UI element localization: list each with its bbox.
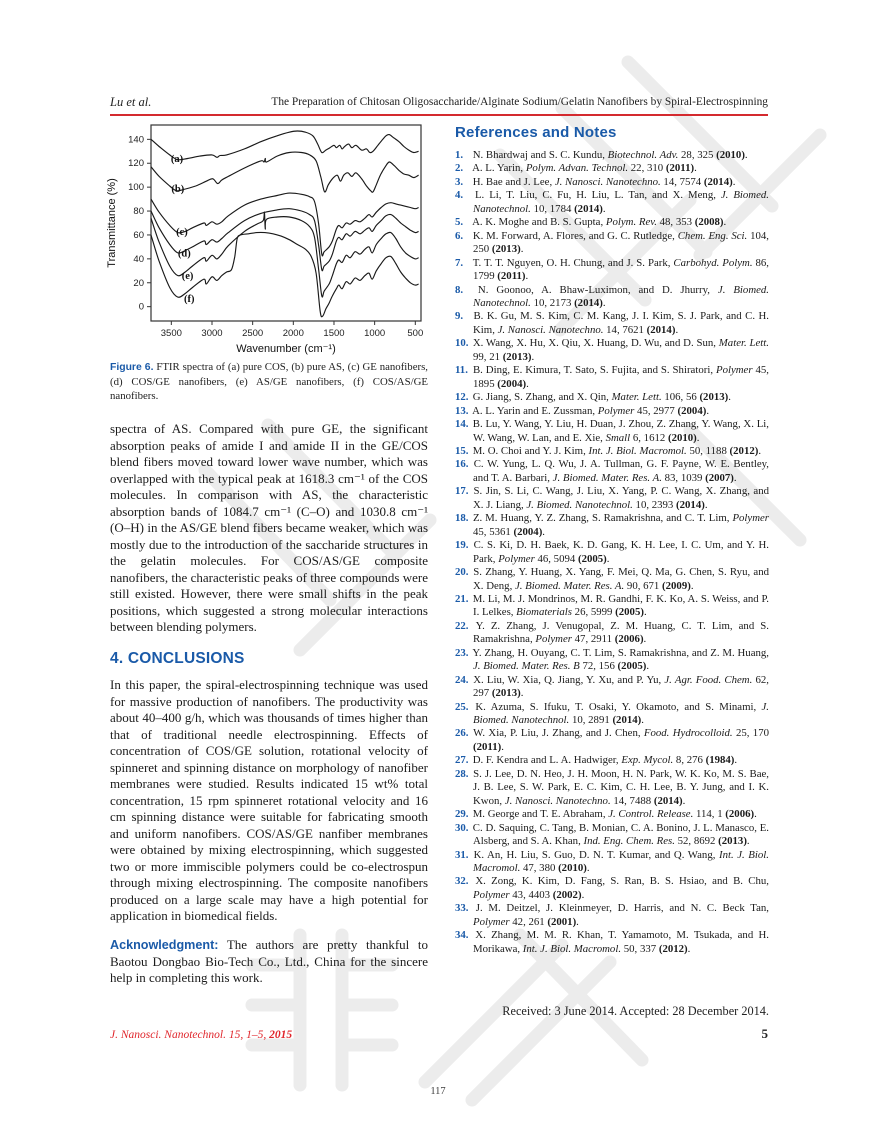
reference-item: 20. S. Zhang, Y. Huang, X. Yang, F. Mei, Q. Ma, G. Chen, S. Ryu, and X. Deng, J. Biomed. Mater. Res. A. 90, 671 (2009). [455, 566, 770, 592]
figure-caption [110, 360, 428, 403]
reference-item: 31. K. An, H. Liu, S. Guo, D. N. T. Kumar, and Q. Wang, Int. J. Biol. Macromol. 47, 380 (2010). [455, 848, 769, 875]
reference-item: 10. X. Wang, X. Hu, X. Qiu, X. Huang, D. Wu, and D. Sun, Mater. Lett. 99, 21 (2013). [455, 337, 769, 363]
reference-item: 1. N. Bhardwaj and S. C. Kundu, Biotechnol. Adv. 28, 325 (2010). [455, 149, 748, 161]
conclusions-heading: 4. CONCLUSIONS [110, 650, 245, 667]
ftir-curve-d [151, 209, 419, 271]
reference-item: 33. J. M. Deitzel, J. Kleinmeyer, D. Harris, and N. C. Beck Tan, Polymer 42, 261 (2001). [455, 902, 770, 928]
y-tick-label: 140 [128, 134, 144, 146]
y-tick-label: 120 [128, 158, 144, 170]
reference-item: 28. S. J. Lee, D. N. Heo, J. H. Moon, H. N. Park, W. K. Ko, M. S. Bae, J. B. Lee, S. W. Park, E. C. Kim, C. H. Lee, B. Y. Jung, and I. K. Kwon, J. Nanosci. Nanotechno. 14, 7488 (2014). [455, 767, 770, 807]
x-tick-label: 1500 [323, 328, 345, 339]
reference-item: 2. A. L. Yarin, Polym. Advan. Technol. 22, 310 (2011). [455, 162, 697, 175]
reference-item: 19. C. S. Ki, D. H. Baek, K. D. Gang, K. H. Lee, I. C. Um, and Y. H. Park, Polymer 46, 5094 (2005). [455, 539, 769, 565]
running-head-author: Lu et al. [110, 95, 152, 109]
x-tick-label: 2000 [282, 328, 304, 339]
y-tick-label: 80 [133, 206, 144, 218]
curve-label: (f) [183, 293, 195, 305]
conclusions-paragraph: In this paper, the spiral-electrospinning technique was used for massive production of nanofibers. The productivity was about 40–400 g/h, which was thousands of times higher than that of traditional needle electrospinning. Effects of concentration of COS/GE solution, rotational velocity of spinneret and spinning distance on morphology of nanofiber membranes were studied. Results indicated 15 wt% total concentration, 15 rpm spinneret rotational velocity and 16 cm spinning distance were suitable for fabricating smooth and uniform nanofibers. COS/AS/GE nanfiber membranes were obtained by mixing electrospinning, which suggested two or more immiscible polymers could be co-electrospun through mixing electrospinning. The composite nanofibers produced on a large scale may have a high potential for application in biomedical fields. [110, 677, 428, 923]
curve-label: (a) [170, 154, 184, 166]
reference-list [455, 149, 769, 956]
curve-label: (b) [171, 183, 185, 195]
x-tick-label: 3500 [160, 328, 182, 339]
reference-item: 25. K. Azuma, S. Ifuku, T. Osaki, Y. Okamoto, and S. Minami, J. Biomed. Nanotechnol. 10, 2891 (2014). [455, 700, 770, 727]
reference-item: 17. S. Jin, S. Li, C. Wang, J. Liu, X. Yang, P. C. Wang, X. Zhang, and X. J. Liang, J. Biomed. Nanotechnol. 10, 2393 (2014). [455, 485, 770, 511]
reference-item: 16. C. W. Yung, L. Q. Wu, J. A. Tullman, G. F. Payne, W. E. Bentley, and T. A. Barbari, J. Biomed. Mater. Res. A. 83, 1039 (2007). [455, 458, 770, 484]
x-axis-label: Wavenumber (cm⁻¹) [236, 343, 336, 355]
y-tick-label: 60 [133, 229, 144, 241]
reference-item: 14. B. Lu, Y. Wang, Y. Liu, H. Duan, J. Zhou, Z. Zhang, Y. Wang, X. Li, W. Wang, W. Lan, and E. Xie, Small 6, 1612 (2010). [455, 418, 770, 444]
running-head-title: The Preparation of Chitosan Oligosaccharide/Alginate Sodium/Gelatin Nanofibers by Spiral-Electrospinning [271, 96, 768, 108]
reference-item: 12. G. Jiang, S. Zhang, and X. Qin, Mater. Lett. 106, 56 (2013). [455, 391, 731, 404]
reference-item: 8. N. Goonoo, A. Bhaw-Luximon, and D. Jhurry, J. Biomed. Nanotechnol. 10, 2173 (2014). [455, 283, 770, 309]
reference-item: 5. A. K. Moghe and B. S. Gupta, Polym. Rev. 48, 353 (2008). [455, 216, 727, 229]
footer-journal-text: J. Nanosci. Nanotechnol. 15, 1–5, [110, 1029, 270, 1041]
reference-item: 9. B. K. Gu, M. S. Kim, C. M. Kang, J. I. Kim, S. J. Park, and C. H. Kim, J. Nanosci. Nanotechno. 14, 7621 (2014). [455, 310, 769, 336]
reference-item: 32. X. Zong, K. Kim, D. Fang, S. Ran, B. S. Hsiao, and B. Chu, Polymer 43, 4403 (2002). [455, 875, 769, 901]
y-tick-label: 20 [133, 277, 144, 289]
references-heading: References and Notes [455, 124, 617, 141]
reference-item: 15. M. O. Choi and Y. J. Kim, Int. J. Biol. Macromol. 50, 1188 (2012). [455, 444, 762, 457]
figure-caption-text: FTIR spectra of (a) pure COS, (b) pure AS, (c) GE nanofibers, (d) COS/GE nanofibers, (e) AS/GE nanofibers, (f) COS/AS/GE nanofibers. [110, 361, 428, 402]
reference-item: 6. K. M. Forward, A. Flores, and G. C. Rutledge, Chem. Eng. Sci. 104, 250 (2013). [455, 229, 769, 256]
curve-label: (d) [177, 248, 191, 260]
reference-item: 7. T. T. T. Nguyen, O. H. Chung, and J. S. Park, Carbohyd. Polym. 86, 1799 (2011). [455, 256, 769, 283]
reference-item: 4. L. Li, T. Liu, C. Fu, H. Liu, L. Tan, and X. Meng, J. Biomed. Nanotechnol. 10, 1784 (2014). [455, 189, 769, 215]
ftir-curve-e [151, 212, 419, 297]
received-accepted-note: Received: 3 June 2014. Accepted: 28 December 2014. [502, 1004, 769, 1018]
header-rule [110, 114, 768, 116]
reference-item: 11. B. Ding, E. Kimura, T. Sato, S. Fujita, and S. Shiratori, Polymer 45, 1895 (2004). [455, 364, 769, 390]
reference-item: 22. Y. Z. Zhang, J. Venugopal, Z. M. Huang, C. T. Lim, and S. Ramakrishna, Polymer 47, 2911 (2006). [455, 619, 769, 646]
ftir-curve-a [151, 131, 419, 160]
y-tick-label: 100 [128, 182, 144, 194]
footer-journal-year: 2015 [269, 1029, 293, 1041]
y-tick-label: 0 [138, 301, 144, 313]
reference-item: 24. X. Liu, W. Xia, Q. Jiang, Y. Xu, and P. Yu, J. Agr. Food. Chem. 62, 297 (2013). [455, 673, 769, 700]
body-paragraph-continued: spectra of AS. Compared with pure GE, the significant absorption peaks of amide I and amide II in the GE/COS blend fibers moved toward lower wave number, which was overlapped with the typical peak at 1618.3 cm⁻¹ of the COS molecules. In comparison with AS, the characteristic absorption bands of 1084.7 cm⁻¹ (C–O) and 1030.8 cm⁻¹ (O–H) in the AS/GE blend fibers became weaker, which was mostly due to the introduction of the saccharide structures in the gelatin molecules. For COS/AS/GE composite nanofibers, the characteristic peaks of three compounds were still existed. However, there were small shifts in the peak positions, which suggested a strong molecular interactions between blending polymers. [110, 421, 428, 634]
reference-item: 23. Y. Zhang, H. Ouyang, C. T. Lim, S. Ramakrishna, and Z. M. Huang, J. Biomed. Mater. Res. B 72, 156 (2005). [455, 646, 769, 673]
reference-item: 29. M. George and T. E. Abraham, J. Control. Release. 114, 1 (2006). [455, 808, 757, 821]
footer-journal-citation [110, 1029, 292, 1041]
plot-border [151, 125, 421, 321]
reference-item: 27. D. F. Kendra and L. A. Hadwiger, Exp. Mycol. 8, 276 (1984). [455, 754, 738, 767]
x-tick-label: 1000 [364, 328, 386, 339]
y-axis-label: Transmittance (%) [106, 178, 118, 268]
x-tick-label: 2500 [242, 328, 264, 339]
reference-item: 26. W. Xia, P. Liu, J. Zhang, and J. Chen, Food. Hydrocolloid. 25, 170 (2011). [455, 727, 770, 753]
figure6-ftir-chart [103, 119, 435, 359]
figure-caption-label: Figure 6. [110, 362, 154, 373]
reference-item: 13. A. L. Yarin and E. Zussman, Polymer 45, 2977 (2004). [455, 404, 710, 417]
ftir-spectra-plot [103, 119, 435, 359]
curve-label: (e) [181, 271, 194, 283]
reference-item: 3. H. Bae and J. Lee, J. Nanosci. Nanotechno. 14, 7574 (2014). [455, 175, 736, 188]
curve-label: (c) [176, 226, 188, 238]
x-tick-label: 3000 [201, 328, 223, 339]
reference-item: 21. M. Li, M. J. Mondrinos, M. R. Gandhi, F. K. Ko, A. S. Weiss, and P. I. Lelkes, Biomaterials 26, 5999 (2005). [455, 592, 769, 619]
footer-page-number: 5 [761, 1026, 768, 1041]
acknowledgment [110, 937, 428, 987]
reference-item: 18. Z. M. Huang, Y. Z. Zhang, S. Ramakrishna, and C. T. Lim, Polymer 45, 5361 (2004). [455, 512, 770, 538]
ftir-curve-c [151, 193, 419, 256]
folio-page-number: 117 [430, 1086, 446, 1097]
acknowledgment-text: The authors are pretty thankful to Baotou Dongbao Bio-Tech Co., Ltd., China for the sincere help in completing this work. [110, 937, 428, 985]
acknowledgment-label: Acknowledgment: [110, 938, 219, 952]
x-tick-label: 500 [407, 328, 424, 339]
reference-item: 34. X. Zhang, M. M. R. Khan, T. Yamamoto, M. Tsukada, and H. Morikawa, Int. J. Biol. Macromol. 50, 337 (2012). [455, 929, 769, 955]
y-tick-label: 40 [133, 253, 144, 265]
reference-item: 30. C. D. Saquing, C. Tang, B. Monian, C. A. Bonino, J. L. Manasco, E. Alsberg, and S. A. Khan, Ind. Eng. Chem. Res. 52, 8692 (2013). [455, 821, 770, 848]
